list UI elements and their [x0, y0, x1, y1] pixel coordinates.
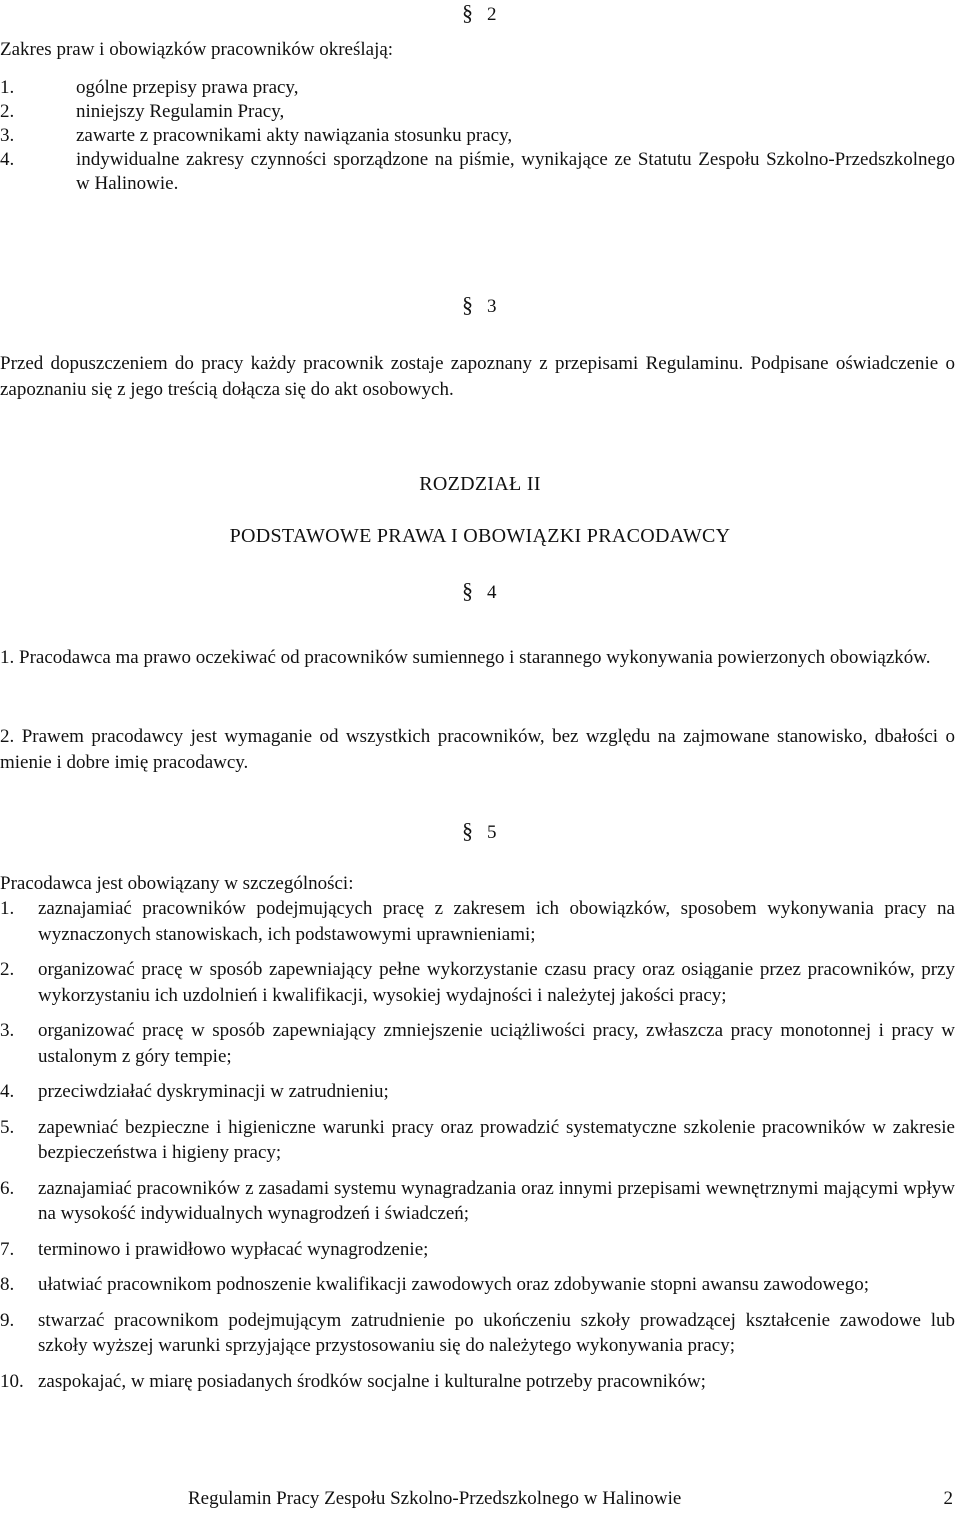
list-item-text: ułatwiać pracownikom podnoszenie kwalifikacji zawodowych oraz zdobywanie stopni awansu zawodowego; [38, 1274, 869, 1295]
list-item [0, 1369, 955, 1395]
list-item-text: zaspokajać, w miarę posiadanych środków socjalne i kulturalne potrzeby pracowników; [38, 1370, 706, 1392]
section-sign-icon: § [462, 818, 473, 843]
list-item [0, 100, 955, 124]
list-item [0, 1237, 955, 1263]
list-item-number: 2. [0, 959, 15, 980]
list-item-text: terminowo i prawidłowo wypłacać wynagrodzenie; [38, 1238, 429, 1260]
list-item-number: 4. [0, 149, 15, 170]
list-item-number: 9. [0, 1309, 15, 1331]
footer-title: Regulamin Pracy Zespołu Szkolno-Przedszkolnego w Halinowie [188, 1488, 682, 1509]
list-item [0, 1176, 955, 1227]
section-sign-icon: § [462, 292, 473, 317]
list-item [0, 1079, 955, 1105]
list-item-number: 1. [0, 898, 15, 919]
list-item-number: 6. [0, 1177, 15, 1199]
section-sign-icon: § [462, 578, 473, 603]
list-item [0, 1272, 955, 1298]
list-item [0, 896, 955, 947]
list-item-text: przeciwdziałać dyskryminacji w zatrudnieniu; [38, 1081, 389, 1102]
section-5-list [0, 896, 955, 1404]
list-item-number: 10. [0, 1370, 24, 1392]
section-4-paragraph-2: 2. Prawem pracodawcy jest wymaganie od wszystkich pracowników, bez względu na zajmowane stanowisko, dbałości o mienie i dobre imię pracodawcy. [0, 726, 955, 773]
list-item-text: zapewniać bezpieczne i higieniczne warunki pracy oraz prowadzić systematyczne szkolenie pracowników w zakresie bezpieczeństwa i higieny pracy; [38, 1116, 955, 1163]
section-sign-icon: § [462, 0, 473, 25]
section-4-marker [462, 578, 497, 604]
section-2-list [0, 76, 955, 196]
list-item-text: niniejszy Regulamin Pracy, [76, 101, 285, 122]
list-item-number: 5. [0, 1116, 15, 1138]
list-item-text: ogólne przepisy prawa pracy, [76, 77, 299, 98]
section-4-paragraph-1: 1. Pracodawca ma prawo oczekiwać od pracowników sumiennego i starannego wykonywania powierzonych obowiązków. [0, 647, 931, 668]
section-number: 2 [487, 4, 497, 25]
list-item-number: 4. [0, 1081, 15, 1102]
list-item-number: 2. [0, 101, 15, 122]
section-5-marker [462, 818, 497, 844]
list-item-number: 1. [0, 77, 15, 98]
list-item-text: indywidualne zakresy czynności sporządzone na piśmie, wynikające ze Statutu Zespołu Szkolno-Przedszkolnego w Halinowie. [76, 149, 955, 194]
list-item [0, 1018, 955, 1069]
list-item [0, 76, 955, 100]
list-item-text: organizować pracę w sposób zapewniający pełne wykorzystanie czasu pracy oraz osiąganie przez pracowników, przy wykorzystaniu ich uzdolnień i kwalifikacji, wysokiej wydajności i należytej jakości pracy; [38, 959, 955, 1006]
section-3-marker [462, 292, 497, 318]
list-item-number: 8. [0, 1274, 15, 1295]
list-item-text: zaznajamiać pracowników z zasadami systemu wynagradzania oraz innymi przepisami wewnętrznymi mającymi wpływ na wysokość indywidualnych wynagrodzeń i świadczeń; [38, 1177, 955, 1224]
list-item [0, 124, 955, 148]
list-item [0, 1115, 955, 1166]
list-item [0, 1308, 955, 1359]
list-item-text: stwarzać pracownikom podejmującym zatrudnienie po ukończeniu szkoły prowadzącej kształcenie zawodowe lub szkoły wyższej warunki sprzyjające przystosowaniu się do należytego wykonywania pracy; [38, 1309, 955, 1356]
list-item-number: 3. [0, 125, 15, 146]
chapter-subtitle: PODSTAWOWE PRAWA I OBOWIĄZKI PRACODAWCY [229, 525, 731, 547]
list-item-text: zaznajamiać pracowników podejmujących pracę z zakresem ich obowiązków, sposobem wykonywania pracy na wyznaczonych stanowiskach, ich podstawowymi uprawnieniami; [38, 898, 955, 945]
list-item-number: 7. [0, 1238, 15, 1260]
list-item-number: 3. [0, 1020, 15, 1041]
list-item-text: zawarte z pracownikami akty nawiązania stosunku pracy, [76, 125, 513, 146]
list-item [0, 148, 955, 196]
page-number: 2 [943, 1488, 953, 1509]
section-3-text: Przed dopuszczeniem do pracy każdy pracownik zostaje zapoznany z przepisami Regulaminu. Podpisane oświadczenie o zapoznaniu się z jego treścią dołącza się do akt osobowych. [0, 353, 955, 400]
section-5-intro: Pracodawca jest obowiązany w szczególności: [0, 873, 354, 894]
chapter-title: ROZDZIAŁ II [419, 473, 541, 495]
list-item-text: organizować pracę w sposób zapewniający zmniejszenie uciążliwości pracy, zwłaszcza pracy monotonnej i pracy w ustalonym z góry tempie; [38, 1020, 955, 1067]
section-number: 5 [487, 822, 497, 843]
section-number: 3 [487, 296, 497, 317]
section-2-intro: Zakres praw i obowiązków pracowników określają: [0, 39, 394, 60]
section-number: 4 [487, 582, 497, 603]
section-2-marker [462, 0, 497, 26]
list-item [0, 957, 955, 1008]
